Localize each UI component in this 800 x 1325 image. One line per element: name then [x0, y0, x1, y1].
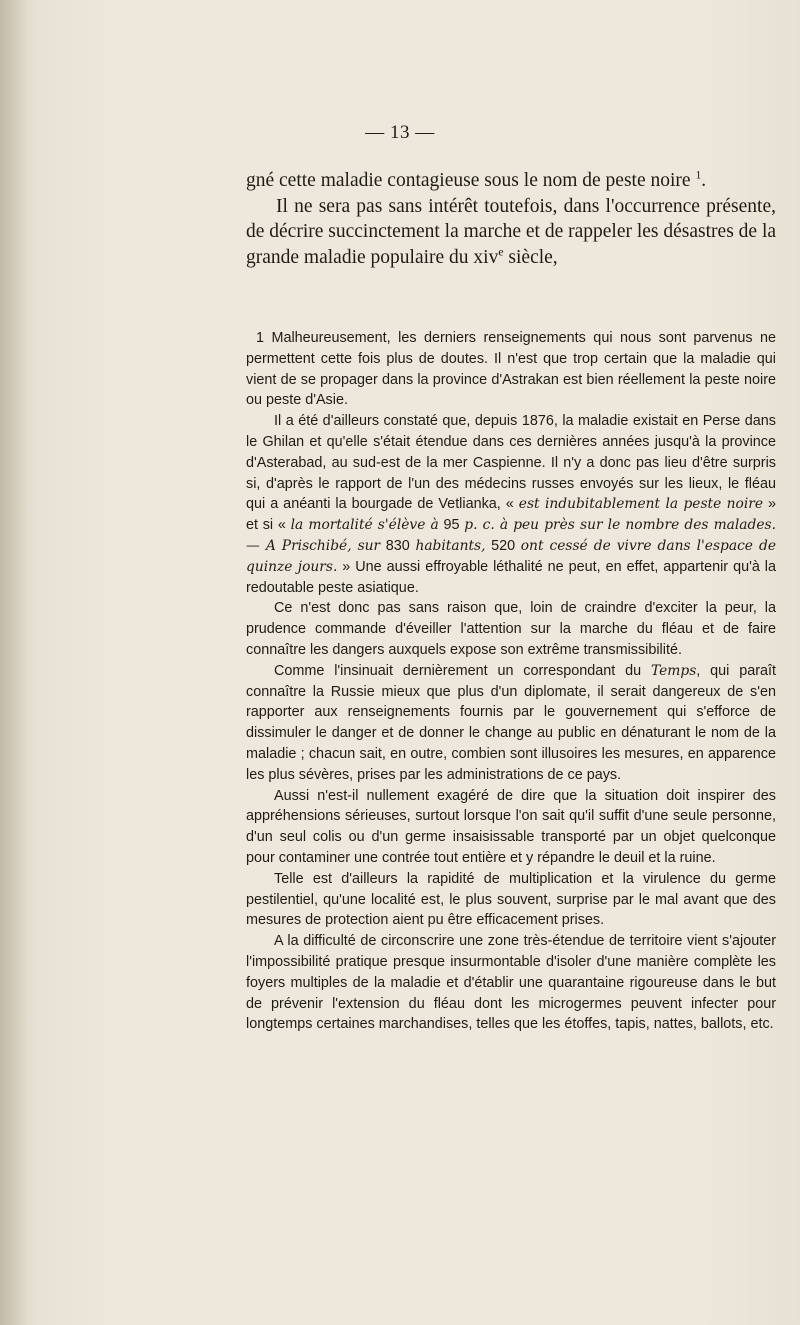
main-paragraph-2 [246, 194, 776, 271]
footnote-paragraph-6: Telle est d'ailleurs la rapidité de multiplication et la virulence du germe pestilentiel, qu'une localité est, le plus souvent, surprise par le mal avant que des mesures de protection aient pu être efficacement prises. [246, 870, 776, 929]
footnote-paragraph-4 [246, 661, 776, 786]
page-number: — 13 — [365, 122, 435, 143]
footnote-reference: 1 [695, 168, 702, 182]
footnotes [246, 328, 776, 1035]
note-text: , qui paraît connaître la Russie mieux que plus d'un diplomate, il serait dangereux de s'en rapporter aux renseignements fournis par le gouvernement qui s'efforce de dissimuler le danger et de donner le change au public en dénaturant le nom de la maladie ; chacun sait, en outre, combien sont illusoires les mesures, en apparence les plus sévères, prises par les administrations de ce pays. [246, 662, 776, 783]
note-italic: Temps [651, 662, 697, 679]
footnote-1-text: Malheureusement, les derniers renseignements qui nous sont parvenus ne permettent cette fois plus de doutes. Il n'est que trop certain que la maladie qui vient de se propager dans la province d'Astrakan est bien réellement la peste noire ou peste d'Asie. [246, 330, 776, 409]
footnote-marker: 1 [256, 330, 265, 346]
century-superscript: e [498, 245, 504, 258]
page-shadow [0, 0, 28, 1325]
note-italic: ont cessé de vivre dans l'espace de quinze jours. [246, 537, 776, 575]
note-text: 830 [380, 537, 416, 554]
main-paragraph-1: gné cette maladie contagieuse sous le nom de peste noire $^1$. [246, 168, 707, 191]
note-text: 95 [438, 517, 465, 534]
note-text: » Une aussi effroyable léthalité ne peut, en effet, appartenir qu'à la redoutable peste asiatique. [246, 558, 776, 596]
main-paragraph-2-end: siècle, [503, 246, 558, 268]
footnote-paragraph-2 [246, 411, 776, 598]
note-text: 520 [485, 537, 521, 554]
note-italic: p. c. à peu près sur le nombre des malades. — A Prischibé, sur [246, 517, 776, 554]
footnote-paragraph-5: Aussi n'est-il nullement exagéré de dire que la situation doit inspirer des appréhensions sérieuses, surtout lorsque l'on sait qu'il suffit d'une seule personne, d'un seul colis ou d'un germe insaisissable transporté par un objet quelconque pour contaminer une contrée tout entière et y répandre le deuil et la ruine. [246, 787, 776, 866]
main-paragraph-1-text: gné cette maladie contagieuse sous le nom de peste noire [246, 170, 691, 191]
footnote-1 [246, 328, 776, 411]
note-italic: habitants, [415, 537, 486, 554]
note-italic: est indubitablement la peste noire [518, 496, 763, 513]
note-text: Comme l'insinuait dernièrement un correspondant du [274, 662, 651, 679]
note-text: » et si « [246, 496, 776, 534]
note-text: Il a été d'ailleurs constaté que, depuis 1876, la maladie existait en Perse dans le Ghilan et qu'elle s'était étendue dans ces dernières années jusqu'à la province d'Asterabad, au sud-est de la mer Caspienne. Il n'y a donc pas lieu d'être surpris si, d'après le rapport de l'un des médecins russes envoyés sur les lieux, le fléau qui a anéanti la bourgade de Vetlianka, « [246, 413, 776, 513]
footnote-paragraph-3: Ce n'est donc pas sans raison que, loin de craindre d'exciter la peur, la prudence commande d'éveiller l'attention sur la marche du fléau et de faire connaître les dangers auxquels expose son extrême transmissibilité. [246, 600, 776, 658]
note-italic: la mortalité s'élève à [290, 517, 439, 534]
footnote-paragraph-7: A la difficulté de circonscrire une zone très-étendue de territoire vient s'ajouter l'impossibilité pratique presque insurmontable d'isoler d'une manière complète les foyers multiples de la maladie et d'établir une quarantaine rigoureuse dans le but de prévenir l'extension du fléau dont les microgermes peuvent infecter pour longtemps certaines marchandises, telles que les étoffes, tapis, nattes, ballots, etc. [246, 933, 776, 1033]
main-paragraph-2-text: Il ne sera pas sans intérêt toutefois, dans l'occurrence présente, de décrire succinctement la marche et de rappeler les désastres de la grande maladie populaire du xiv [246, 195, 777, 268]
main-text [246, 168, 776, 270]
